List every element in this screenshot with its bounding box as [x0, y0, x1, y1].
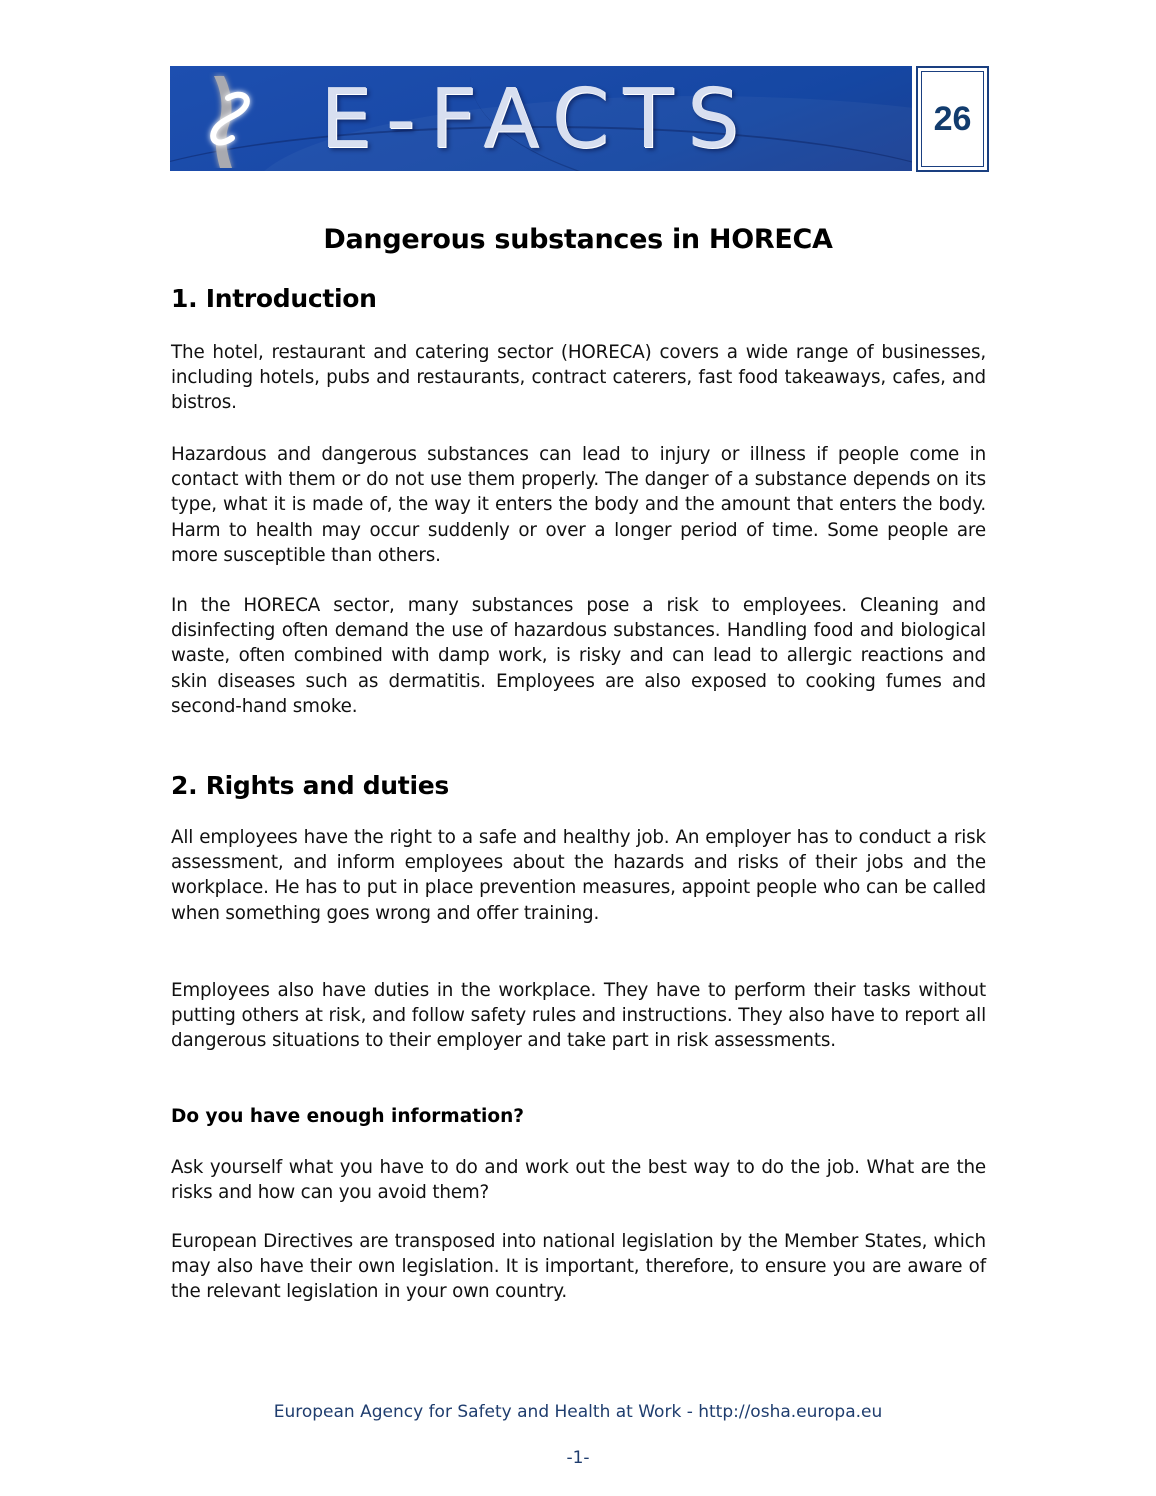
issue-number: 26 — [933, 99, 972, 138]
page-number: -1- — [566, 1448, 590, 1468]
paragraph: Employees also have duties in the workplace. They have to perform their tasks without putting others at risk, and follow safety rules and instructions. They also have to report all dangerous situations to their employer and take part in risk assessments. — [171, 980, 986, 1052]
paragraph: The hotel, restaurant and catering sector (HORECA) covers a wide range of businesses, including hotels, pubs and restaurants, contract caterers, fast food takeaways, cafes, and bistros. — [171, 342, 986, 414]
efacts-banner — [170, 66, 912, 171]
paragraph: All employees have the right to a safe and healthy job. An employer has to conduct a risk assessment, and inform employees about the hazards and risks of their jobs and the workplace. He has to put in place prevention measures, appoint people who can be called when something goes wrong and offer training. — [171, 827, 986, 924]
paragraph: Ask yourself what you have to do and work out the best way to do the job. What are the risks and how can you avoid them? — [171, 1157, 986, 1204]
issue-number-box — [916, 66, 989, 172]
footer-text: European Agency for Safety and Health at Work - http://osha.europa.eu — [273, 1402, 883, 1422]
subheading: Do you have enough information? — [171, 1106, 524, 1127]
osha-logo-icon — [198, 72, 258, 168]
section-heading-rights-and-duties: 2. Rights and duties — [171, 771, 449, 800]
banner-title: E-FACTS — [320, 72, 754, 167]
section-heading-introduction: 1. Introduction — [171, 284, 377, 313]
paragraph: In the HORECA sector, many substances pose a risk to employees. Cleaning and disinfecting often demand the use of hazardous substances. Handling food and biological waste, often combined with damp work, is risky and can lead to allergic reactions and skin diseases such as dermatitis. Employees are also exposed to cooking fumes and second-hand smoke. — [171, 595, 986, 717]
paragraph: Hazardous and dangerous substances can lead to injury or illness if people come in contact with them or do not use them properly. The danger of a substance depends on its type, what it is made of, the way it enters the body and the amount that enters the body. Harm to health may occur suddenly or over a longer period of time. Some people are more susceptible than others. — [171, 444, 986, 566]
paragraph: European Directives are transposed into national legislation by the Member States, which may also have their own legislation. It is important, therefore, to ensure you are aware of the relevant legislation in your own country. — [171, 1231, 986, 1303]
page-title: Dangerous substances in HORECA — [323, 224, 833, 255]
